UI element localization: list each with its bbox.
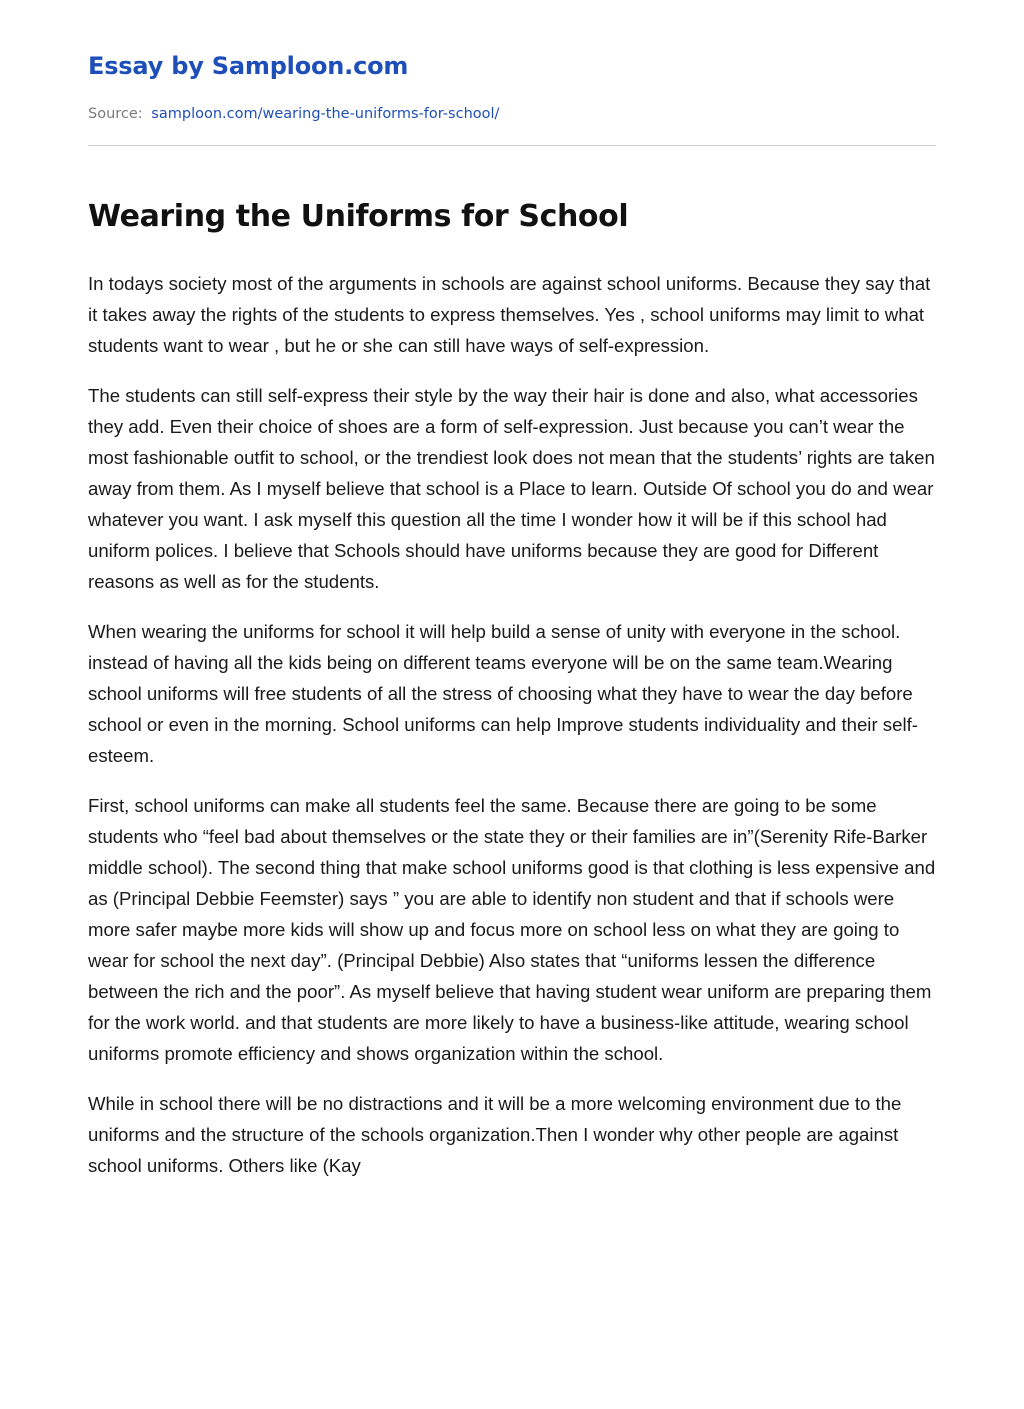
essay-paragraph: The students can still self-express their style by the way their hair is done and also, what accessories they add. Even their choice of shoes are a form of self-expression. Just because you can’t wear the most fashionable outfit to school, or the trendiest look does not mean that the students’ rights are taken away from them. As I myself believe that school is a Place to learn. Outside Of school you do and wear whatever you want. I ask myself this question all the time I wonder how it will be if this school had uniform polices. I believe that Schools should have uniforms because they are good for Different reasons as well as for the students. [88,385,935,592]
source-label: Source: [88,106,143,122]
essay-paragraph: First, school uniforms can make all students feel the same. Because there are going to be some students who “feel bad about themselves or the state they or their families are in”(Serenity Rife-Barker middle school). The second thing that make school uniforms good is that clothing is less expensive and as (Principal Debbie Feemster) says ” you are able to identify non student and that if schools were more safer maybe more kids will show up and focus more on school less on what they are going to wear for school the next day”. (Principal Debbie) Also states that “uniforms lessen the difference between the rich and the poor”. As myself believe that having student wear uniform are preparing them for the work world. and that students are more likely to have a business-like attitude, wearing school uniforms promote efficiency and shows organization within the school. [88,795,936,1064]
essay-paragraph: While in school there will be no distractions and it will be a more welcoming environment due to the uniforms and the structure of the schools organization.Then I wonder why other people are against school uniforms. Others like (Kay [88,1093,902,1176]
essay-body [88,268,936,1200]
essay-paragraph: In todays society most of the arguments in schools are against school uniforms. Because they say that it takes away the rights of the students to express themselves. Yes , school uniforms may limit to what students want to wear , but he or she can still have ways of self-expression. [88,273,931,356]
site-brand[interactable]: Essay by Samploon.com [88,52,409,80]
source-link[interactable]: samploon.com/wearing-the-uniforms-for-school/ [151,106,500,122]
source-line [88,106,499,122]
header-divider [88,145,936,146]
essay-paragraph: When wearing the uniforms for school it will help build a sense of unity with everyone in the school. instead of having all the kids being on different teams everyone will be on the same team.Wearing school uniforms will free students of all the stress of choosing what they have to wear the day before school or even in the morning. School uniforms can help Improve students individuality and their self-esteem. [88,621,918,766]
essay-title: Wearing the Uniforms for School [88,199,629,234]
